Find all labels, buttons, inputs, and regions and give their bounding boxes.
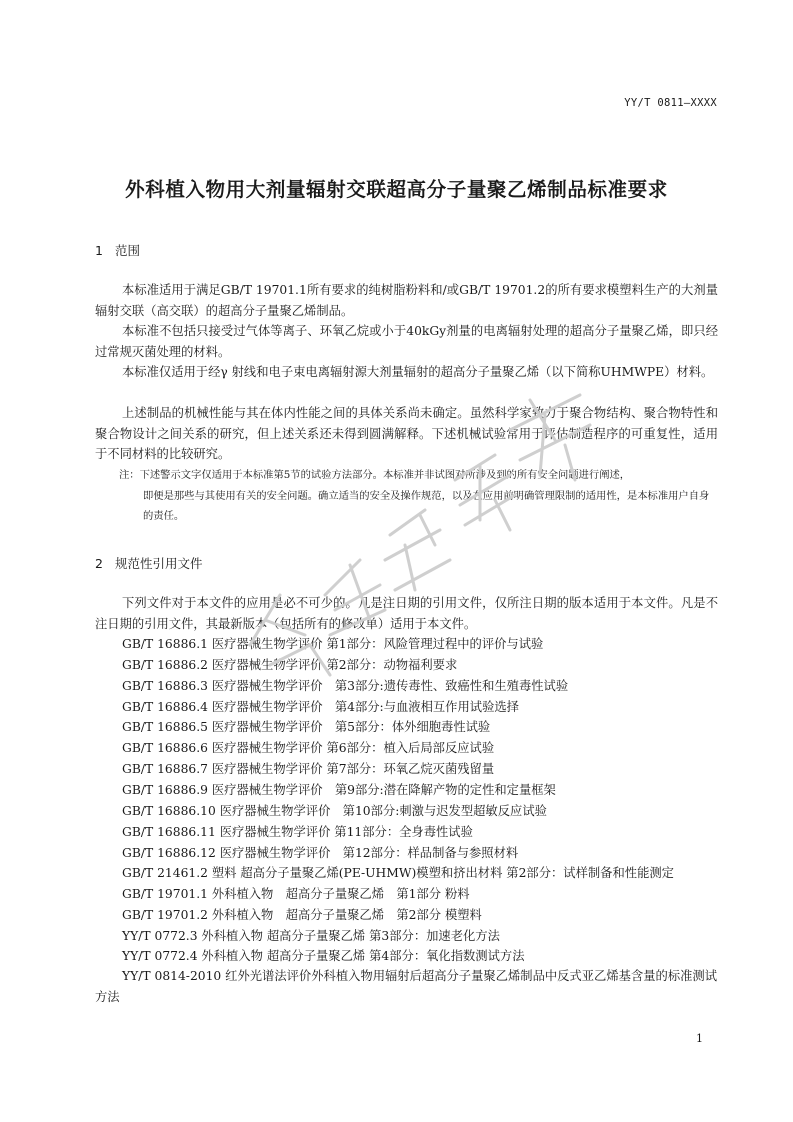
paragraph: 本标准不包括只接受过气体等离子、环氧乙烷或小于40kGy剂量的电离辐射处理的超高分子量聚乙烯，即只经过常规灭菌处理的材料。: [95, 324, 718, 359]
note-block: [119, 465, 719, 527]
reference-item: GB/T 16886.3 医疗器械生物学评价 第3部分:遗传毒性、致癌性和生殖毒性试验: [122, 679, 569, 693]
paragraph: 下列文件对于本文件的应用是必不可少的。凡是注日期的引用文件，仅所注日期的版本适用于本文件。凡是不注日期的引用文件，其最新版本（包括所有的修改单）适用于本文件。: [95, 596, 718, 631]
paragraph: 本标准仅适用于经γ 射线和电子束电离辐射源大剂量辐射的超高分子量聚乙烯（以下简称UHMWPE）材料。: [122, 365, 714, 379]
document-title: 外科植入物用大剂量辐射交联超高分子量聚乙烯制品标准要求: [125, 178, 668, 201]
reference-item: GB/T 16886.5 医疗器械生物学评价 第5部分：体外细胞毒性试验: [122, 720, 491, 734]
paragraph: 本标准适用于满足GB/T 19701.1所有要求的纯树脂粉料和/或GB/T 19701.2的所有要求模塑料生产的大剂量辐射交联（高交联）的超高分子量聚乙烯制品。: [95, 283, 718, 318]
document-code: YY/T 0811—XXXX: [624, 97, 717, 109]
reference-item: YY/T 0772.4 外科植入物 超高分子量聚乙烯 第4部分：氧化指数测试方法: [122, 949, 525, 963]
reference-item: GB/T 16886.4 医疗器械生物学评价 第4部分:与血液相互作用试验选择: [122, 700, 519, 714]
reference-item: GB/T 21461.2 塑料 超高分子量聚乙烯(PE-UHMW)模塑和挤出材料 第2部分：试样制备和性能测定: [122, 866, 674, 880]
section-number: 2: [95, 556, 103, 571]
reference-item: GB/T 19701.2 外科植入物 超高分子量聚乙烯 第2部分 模塑料: [122, 908, 482, 922]
reference-item: GB/T 16886.12 医疗器械生物学评价 第12部分：样品制备与参照材料: [122, 846, 519, 860]
note-label: 注：: [119, 469, 140, 481]
section-2-heading: [95, 554, 203, 572]
section-title: 规范性引用文件: [115, 556, 203, 571]
section-1-heading: [95, 241, 140, 259]
section-title: 范围: [115, 243, 141, 258]
reference-item: GB/T 16886.7 医疗器械生物学评价 第7部分：环氧乙烷灭菌残留量: [122, 762, 495, 776]
reference-item: YY/T 0814-2010 红外光谱法评价外科植入物用辐射后超高分子量聚乙烯制品中反式亚乙烯基含量的标准测试方法: [95, 969, 718, 1004]
reference-item: GB/T 16886.1 医疗器械生物学评价 第1部分：风险管理过程中的评价与试验: [122, 637, 544, 651]
reference-item: GB/T 16886.2 医疗器械生物学评价 第2部分：动物福利要求: [122, 658, 458, 672]
reference-item: GB/T 16886.9 医疗器械生物学评价 第9部分:潜在降解产物的定性和定量框架: [122, 783, 556, 797]
paragraph: 上述制品的机械性能与其在体内性能之间的具体关系尚未确定。虽然科学家致力于聚合物结构、聚合物特性和聚合物设计之间关系的研究，但上述关系还未得到圆满解释。下述机械试验常用于评估制造程序的可重复性，适用于不同材料的比较研究。: [95, 406, 718, 461]
reference-item: GB/T 16886.6 医疗器械生物学评价 第6部分：植入后局部反应试验: [122, 741, 495, 755]
reference-item: GB/T 16886.11 医疗器械生物学评价 第11部分：全身毒性试验: [122, 825, 473, 839]
note-body: 即便是那些与其使用有关的安全问题。确立适当的安全及操作规范，以及在应用前明确管理限制的适用性，是本标准用户自身的责任。: [143, 489, 710, 522]
reference-item: GB/T 16886.10 医疗器械生物学评价 第10部分:刺激与迟发型超敏反应试验: [122, 804, 547, 818]
reference-item: YY/T 0772.3 外科植入物 超高分子量聚乙烯 第3部分：加速老化方法: [122, 929, 500, 943]
section-number: 1: [95, 243, 103, 258]
note-first-line: 下述警示文字仅适用于本标准第5节的试验方法部分。本标准并非试图对所涉及到的所有安全问题进行阐述，: [139, 469, 631, 481]
reference-item: GB/T 19701.1 外科植入物 超高分子量聚乙烯 第1部分 粉料: [122, 887, 470, 901]
page-number: 1: [696, 1032, 703, 1045]
